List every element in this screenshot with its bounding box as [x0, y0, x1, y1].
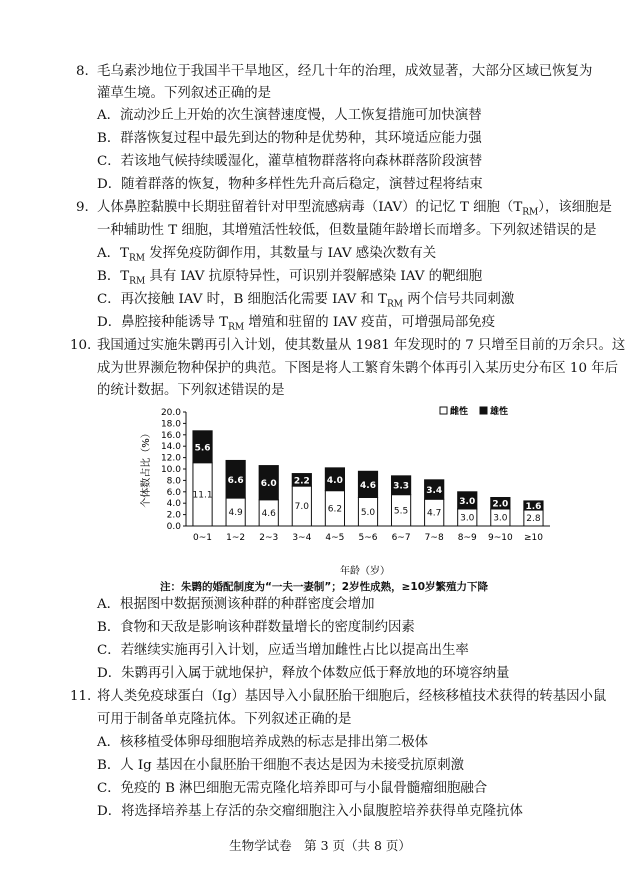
q9-option-b: B．$T_{RM}$ 具有 IAV 抗原特异性，可识别并裂解感染 IAV 的靶细胞 [97, 269, 483, 287]
legend-swatch-male [480, 407, 487, 414]
q9-stem-line1: 人体鼻腔黏膜中长期驻留着针对甲型流感病毒（IAV）的记忆 T 细胞$(T_{RM})$，该细胞是 [97, 200, 612, 218]
legend-label-female: 雌性 [450, 407, 469, 417]
q11-stem-line1: 将人类免疫球蛋白（Ig）基因导入小鼠胚胎干细胞后，经核移植技术获得的转基因小鼠 [97, 689, 607, 704]
q11-option-c: C．免疫的 B 淋巴细胞无需克隆化培养即可与小鼠骨髓瘤细胞融合 [97, 781, 488, 796]
q8-number: 8. [76, 64, 89, 79]
bar-male-label: 3.4 [426, 486, 443, 497]
y-tick-label: 6.0 [166, 487, 181, 498]
legend-swatch-female [440, 407, 447, 414]
bar-male-label: 1.6 [525, 501, 542, 512]
q10-option-b: B．食物和天敌是影响该种群数量增长的密度制约因素 [97, 620, 415, 635]
q9-option-a: A．$T_{RM}$ 发挥免疫防御作用，其数量与 IAV 感染次数有关 [97, 246, 437, 264]
bar-female-label: 3.0 [460, 513, 475, 524]
age-structure-chart [140, 398, 560, 578]
bar-male-label: 4.0 [326, 475, 343, 486]
q10-stem-line1: 我国通过实施朱鹮再引入计划，使其数量从 1981 年发现时的 7 只增至目前的万余只。这 [97, 338, 626, 353]
page-footer: 生物学试卷 第 3 页（共 8 页） [229, 838, 411, 853]
bar-male-label: 3.0 [459, 496, 476, 507]
q10-number: 10. [70, 338, 92, 353]
q9-number: 9. [76, 200, 89, 215]
x-tick-label: 4~5 [325, 533, 345, 543]
chart-note: 注：朱鹮的婚配制度为“一夫一妻制”；2岁性成熟，≥10岁繁殖力下降 [160, 581, 489, 593]
bar-female-label: 4.7 [427, 508, 442, 519]
q8-option-b: B．群落恢复过程中最先到达的物种是优势种，其环境适应能力强 [97, 131, 482, 146]
bar-female-label: 7.0 [294, 502, 309, 513]
bar-female-label: 4.6 [261, 508, 276, 519]
q8-stem-line2: 灌草生境。下列叙述正确的是 [97, 86, 272, 101]
y-axis [161, 408, 186, 532]
q10-stem-line2: 成为世界濒危物种保护的典范。下图是将人工繁育朱鹮个体再引入某历史分布区 10 年后 [97, 361, 619, 376]
x-tick-label: 8~9 [457, 533, 477, 543]
y-tick-label: 2.0 [166, 510, 181, 521]
bar-female-label: 11.1 [192, 490, 213, 501]
bar-female-label: 5.0 [360, 507, 376, 518]
x-tick-label: 5~6 [358, 533, 378, 543]
q8-option-c: C．若该地气候持续暖湿化，灌草植物群落将向森林群落阶段演替 [97, 154, 483, 169]
q10-option-d: D．朱鹮再引入属于就地保护，释放个体数应低于释放地的环境容纳量 [97, 666, 510, 681]
q10-option-c: C．若继续实施再引入计划，应适当增加雌性占比以提高出生率 [97, 643, 469, 658]
y-tick-label: 10.0 [160, 465, 181, 475]
bar-female-label: 2.8 [526, 514, 541, 525]
x-tick-label: 1~2 [226, 533, 246, 543]
bar-male-label: 6.6 [227, 475, 244, 486]
bar-male-label: 2.0 [492, 499, 509, 510]
x-tick-label: 9~10 [487, 533, 513, 543]
y-tick-label: 8.0 [166, 476, 181, 487]
bar-male-label: 2.2 [293, 476, 310, 487]
q10-option-a: A．根据图中数据预测该种群的种群密度会增加 [97, 597, 375, 612]
q10-stem-line3: 的统计数据。下列叙述错误的是 [97, 383, 285, 398]
y-tick-label: 14.0 [160, 442, 181, 453]
q8-stem-line1: 毛乌素沙地位于我国半干旱地区，经几十年的治理，成效显著，大部分区域已恢复为 [97, 64, 593, 79]
q11-number: 11. [70, 689, 92, 704]
y-tick-label: 20.0 [160, 408, 181, 418]
bar-male-label: 3.3 [393, 481, 410, 492]
q9-stem-line2: 一种辅助性 T 细胞，其增殖活性较低，但数量随年龄增长而增多。下列叙述错误的是 [97, 223, 597, 238]
x-tick-label: 6~7 [391, 533, 411, 543]
y-tick-label: 18.0 [160, 419, 181, 430]
bar-female-label: 3.0 [493, 513, 508, 524]
x-tick-label: 2~3 [259, 533, 279, 543]
x-axis-label: 年龄（岁） [340, 566, 390, 577]
legend-label-male: 雄性 [490, 407, 509, 417]
x-tick-label: 3~4 [292, 533, 312, 543]
q11-stem-line2: 可用于制备单克隆抗体。下列叙述正确的是 [97, 712, 352, 727]
x-axis [186, 526, 550, 543]
chart-svg [140, 398, 560, 578]
bar-male-label: 4.6 [360, 480, 376, 491]
bar-female-label: 6.2 [327, 504, 343, 515]
y-tick-label: 4.0 [166, 499, 181, 510]
x-tick-label: 0~1 [193, 533, 213, 543]
y-tick-label: 12.0 [160, 453, 181, 464]
x-tick-label: ≥10 [523, 533, 543, 543]
bar-male-label: 5.6 [194, 443, 211, 454]
y-tick-label: 16.0 [160, 430, 181, 441]
q11-option-a: A．核移植受体卵母细胞培养成熟的标志是排出第二极体 [97, 735, 429, 750]
q9-option-c: C．再次接触 IAV 时，B 细胞活化需要 IAV 和 $T_{RM}$ 两个信号共同刺激 [97, 292, 515, 310]
bar-female-label: 5.5 [393, 506, 409, 517]
legend [440, 405, 508, 417]
bars [193, 431, 544, 526]
y-axis-label: 个体数占比（%） [141, 428, 152, 508]
q11-option-b: B．人 Ig 基因在小鼠胚胎干细胞不表达是因为未接受抗原刺激 [97, 758, 464, 773]
q8-option-a: A．流动沙丘上开始的次生演替速度慢，人工恢复措施可加快演替 [97, 108, 482, 123]
q9-option-d: D．鼻腔接种能诱导 $T_{RM}$ 增殖和驻留的 IAV 疫苗，可增强局部免疫 [97, 315, 496, 333]
y-tick-label: 0.0 [166, 522, 181, 532]
bar-female-label: 4.9 [228, 508, 243, 519]
x-tick-label: 7~8 [424, 533, 444, 543]
bar-male-label: 6.0 [260, 479, 277, 490]
q8-option-d: D．随着群落的恢复，物种多样性先升高后稳定，演替过程将结束 [97, 177, 483, 192]
q11-option-d: D．将选择培养基上存活的杂交瘤细胞注入小鼠腹腔培养获得单克隆抗体 [97, 804, 523, 819]
